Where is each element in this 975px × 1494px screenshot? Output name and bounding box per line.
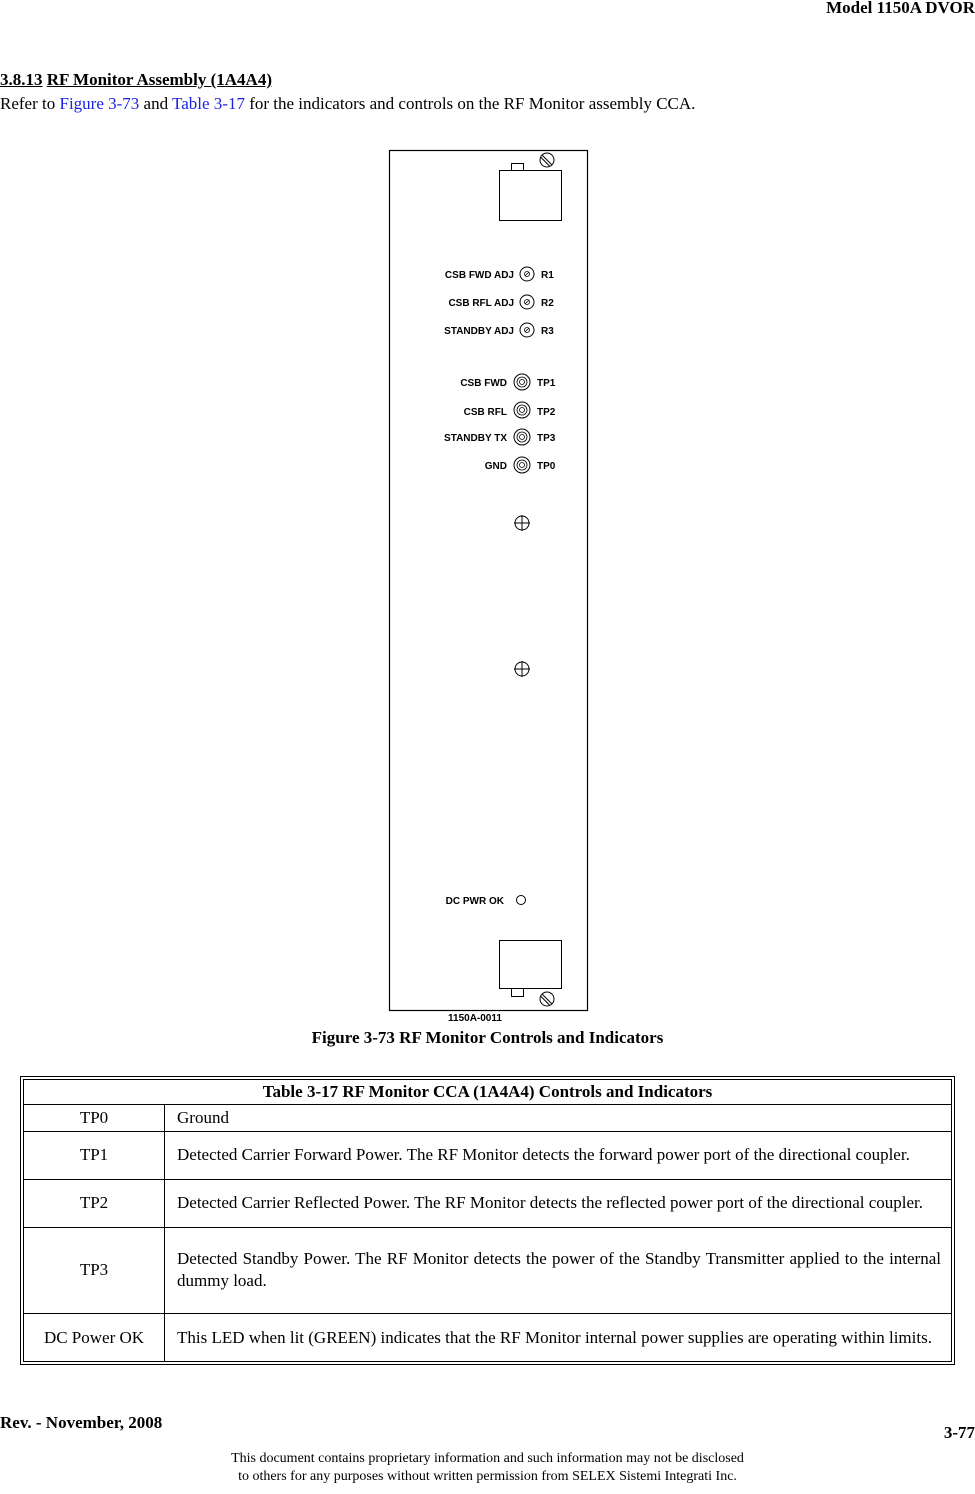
r3-label: R3 xyxy=(541,326,554,337)
table-cell-description: Detected Standby Power. The RF Monitor detects the power of the Standby Transmitter applied to the internal dummy load. xyxy=(165,1227,952,1314)
dc-pwr-ok-label: DC PWR OK xyxy=(445,896,504,907)
table-row xyxy=(24,1227,952,1314)
tp2-label: TP2 xyxy=(537,407,556,418)
r2-potentiometer-icon[interactable] xyxy=(520,295,534,309)
tp3-label: TP3 xyxy=(537,433,556,444)
intro-suffix: for the indicators and controls on the RF Monitor assembly CCA. xyxy=(244,94,696,113)
tp0-test-point-icon[interactable] xyxy=(514,457,530,473)
notice-line-2: to others for any purposes without written permission from SELEX Sistemi Integrati Inc. xyxy=(238,1469,737,1484)
table-cell-item: TP0 xyxy=(24,1105,165,1132)
table-cell-item: DC Power OK xyxy=(24,1314,165,1362)
r1-potentiometer-icon[interactable] xyxy=(520,267,534,281)
tp0-label: TP0 xyxy=(537,461,556,472)
figure-caption: Figure 3-73 RF Monitor Controls and Indicators xyxy=(311,1028,664,1047)
drawing-number: 1150A-0011 xyxy=(448,1013,502,1024)
table-row xyxy=(24,1314,952,1362)
table-cell-item: TP2 xyxy=(24,1179,165,1227)
tp3-test-point-icon[interactable] xyxy=(514,429,530,445)
intro-middle: and xyxy=(139,94,173,113)
bottom-connector xyxy=(500,941,562,997)
table-cell-description: Ground xyxy=(165,1105,952,1132)
table-row xyxy=(24,1105,952,1132)
standby-adj-label: STANDBY ADJ xyxy=(444,326,514,337)
table-cell-description: This LED when lit (GREEN) indicates that the RF Monitor internal power supplies are operating within limits. xyxy=(165,1314,952,1362)
notice-line-1: This document contains proprietary information and such information may not be disclosed xyxy=(231,1451,744,1466)
csb-fwd-adj-label: CSB FWD ADJ xyxy=(444,270,514,281)
gnd-label: GND xyxy=(484,461,507,472)
table-link[interactable]: Table 3-17 xyxy=(172,94,245,113)
bottom-screw-icon xyxy=(540,992,554,1006)
csb-rfl-label: CSB RFL xyxy=(463,407,507,418)
mounting-screw-icon xyxy=(514,515,530,531)
dc-pwr-ok-led-icon xyxy=(517,896,526,905)
table-row xyxy=(24,1179,952,1227)
header-model: Model 1150A DVOR xyxy=(826,0,975,17)
csb-rfl-adj-label: CSB RFL ADJ xyxy=(448,298,514,309)
table-cell-description: Detected Carrier Forward Power. The RF Monitor detects the forward power port of the directional coupler. xyxy=(165,1132,952,1180)
table-cell-item: TP1 xyxy=(24,1132,165,1180)
table-cell-description: Detected Carrier Reflected Power. The RF Monitor detects the reflected power port of the directional coupler. xyxy=(165,1179,952,1227)
page-number: 3-77 xyxy=(943,1423,975,1442)
top-screw-icon xyxy=(540,153,554,167)
figure-link[interactable]: Figure 3-73 xyxy=(59,94,140,113)
table-cell-item: TP3 xyxy=(24,1227,165,1314)
tp2-test-point-icon[interactable] xyxy=(514,402,530,418)
intro-prefix: Refer to xyxy=(0,94,60,113)
section-title: RF Monitor Assembly (1A4A4) xyxy=(46,70,272,89)
tp1-label: TP1 xyxy=(537,378,556,389)
r3-potentiometer-icon[interactable] xyxy=(520,323,534,337)
table-title: Table 3-17 RF Monitor CCA (1A4A4) Controls and Indicators xyxy=(24,1080,952,1105)
r2-label: R2 xyxy=(541,298,554,309)
standby-tx-label: STANDBY TX xyxy=(444,433,507,444)
csb-fwd-label: CSB FWD xyxy=(460,378,507,389)
top-connector xyxy=(500,164,562,221)
table-row xyxy=(24,1132,952,1180)
controls-table xyxy=(20,1076,955,1365)
tp1-test-point-icon[interactable] xyxy=(514,374,530,390)
mounting-screw-icon xyxy=(514,661,530,677)
proprietary-notice xyxy=(0,1450,975,1486)
revision-date: Rev. - November, 2008 xyxy=(0,1413,163,1432)
r1-label: R1 xyxy=(541,270,554,281)
section-number: 3.8.13 xyxy=(0,70,43,89)
